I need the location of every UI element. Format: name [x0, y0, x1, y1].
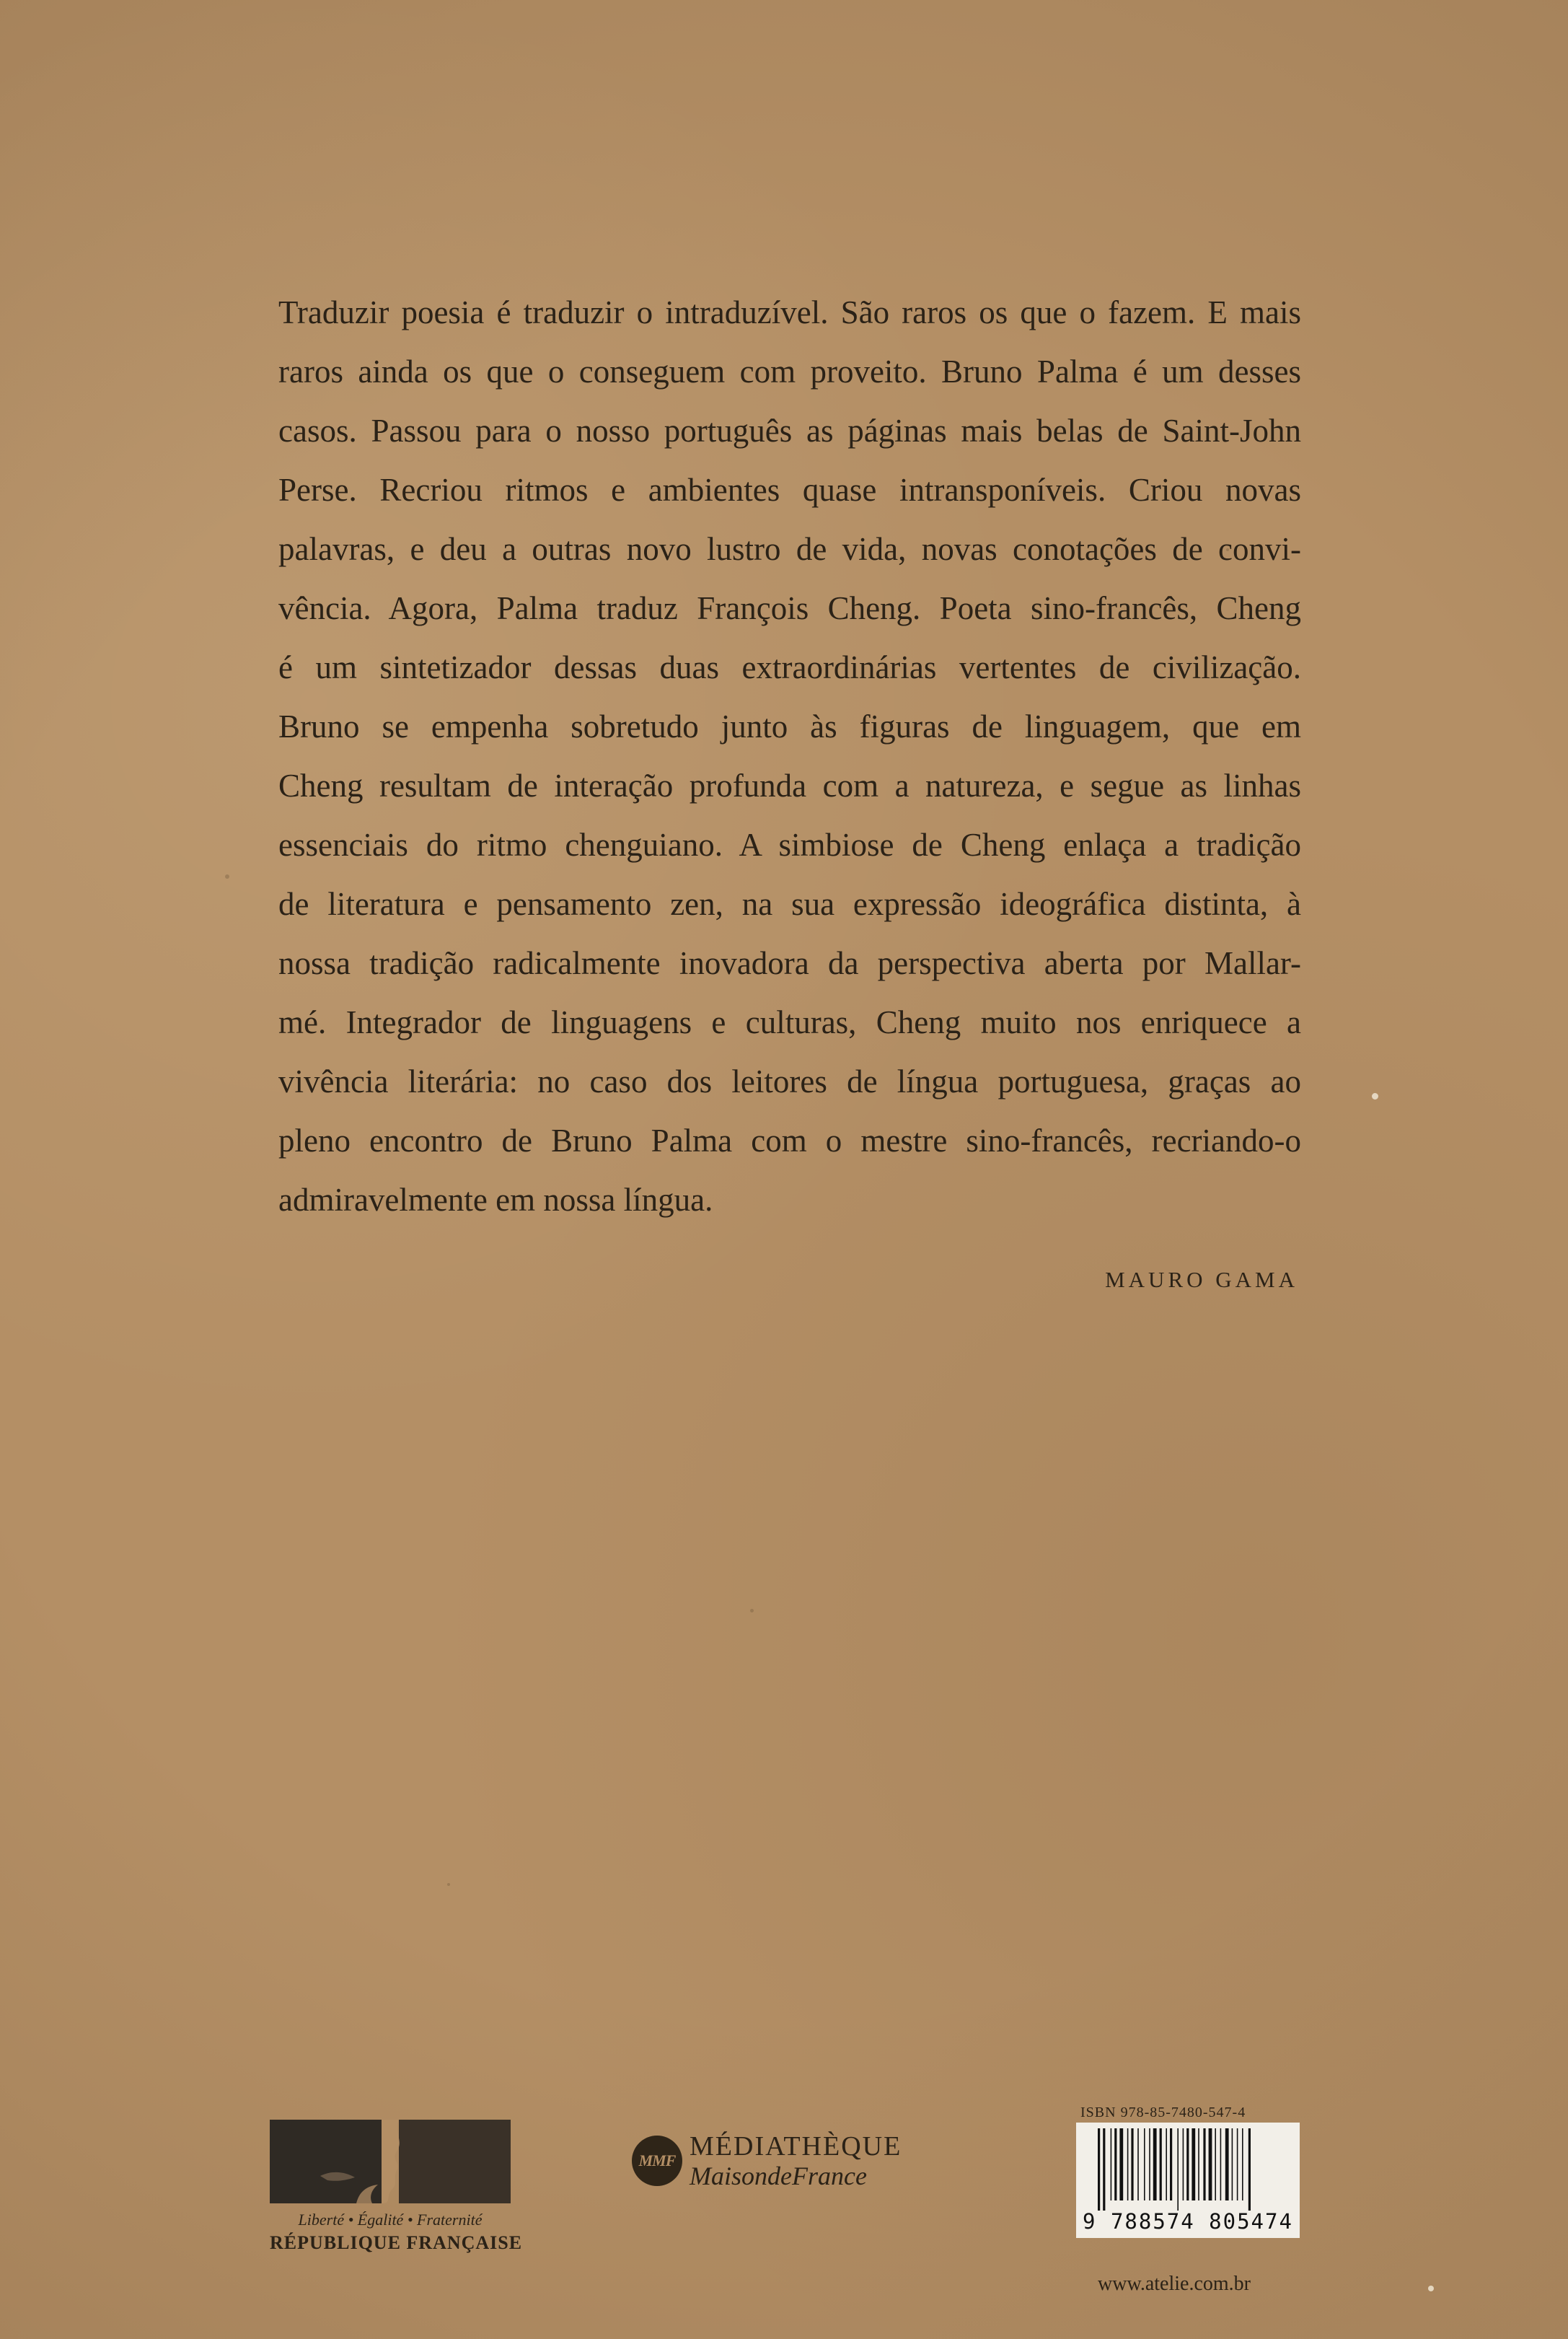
republique-francaise-logo — [270, 2120, 523, 2254]
blurb-line: Bruno se empenha sobretudo junto às figuras de linguagem, que em — [278, 708, 1301, 745]
blurb-line: vivência literária: no caso dos leitores de língua portuguesa, graças ao — [278, 1063, 1301, 1100]
barcode-bar — [1225, 2128, 1229, 2200]
marianne-profile-icon — [270, 2120, 511, 2203]
barcode-bar — [1215, 2128, 1216, 2200]
barcode-bar — [1237, 2128, 1238, 2200]
barcode-bar — [1127, 2128, 1129, 2200]
barcode-bar — [1170, 2128, 1172, 2200]
blurb-line: casos. Passou para o nosso português as páginas mais belas de Saint-John — [278, 413, 1301, 449]
barcode-bar — [1160, 2128, 1162, 2200]
barcode-bar — [1198, 2128, 1199, 2200]
blurb-line: vência. Agora, Palma traduz François Cheng. Poeta sino-francês, Cheng — [278, 590, 1301, 626]
paper-speck — [1372, 1093, 1378, 1100]
republique-motto: Liberté • Égalité • Fraternité — [298, 2211, 483, 2229]
barcode-bars — [1076, 2123, 1300, 2211]
barcode-bar — [1119, 2128, 1123, 2200]
republique-name: RÉPUBLIQUE FRANÇAISE — [270, 2232, 523, 2253]
barcode-bar — [1114, 2128, 1116, 2200]
blurb-line: admiravelmente em nossa língua. — [278, 1182, 713, 1218]
barcode-bar — [1098, 2128, 1100, 2211]
barcode-bar — [1177, 2128, 1179, 2211]
barcode-bar — [1153, 2128, 1157, 2200]
mediatheque-subtitle: MaisondeFrance — [690, 2162, 867, 2190]
barcode-bar — [1203, 2128, 1205, 2200]
blurb-line: nossa tradição radicalmente inovadora da perspectiva aberta por Mallar- — [278, 945, 1301, 981]
paper-speck — [750, 1609, 754, 1612]
barcode-bar — [1166, 2128, 1167, 2200]
blurb-line: Perse. Recriou ritmos e ambientes quase intransponíveis. Criou novas — [278, 472, 1301, 508]
paper-speck — [1428, 2286, 1434, 2291]
paper-speck — [447, 1883, 450, 1886]
barcode-digits: 9 788574 805474 — [1083, 2209, 1293, 2234]
blurb-line: palavras, e deu a outras novo lustro de vida, novas conotações de convi- — [278, 531, 1301, 567]
barcode-bar — [1248, 2128, 1251, 2211]
blurb-line: raros ainda os que o conseguem com proveito. Bruno Palma é um desses — [278, 354, 1301, 390]
blurb-line: Traduzir poesia é traduzir o intraduzível. São raros os que o fazem. E mais — [278, 294, 1301, 330]
blurb-line: mé. Integrador de linguagens e culturas, Cheng muito nos enriquece a — [278, 1004, 1301, 1040]
barcode-bar — [1103, 2128, 1105, 2211]
barcode-bar — [1183, 2128, 1184, 2200]
isbn-label: ISBN 978-85-7480-547-4 — [1080, 2105, 1246, 2120]
barcode-bar — [1111, 2128, 1112, 2200]
mmf-emblem-icon: MMF — [632, 2136, 682, 2186]
blurb-line: pleno encontro de Bruno Palma com o mestre sino-francês, recriando-o — [278, 1123, 1301, 1159]
blurb-text — [278, 283, 1301, 1229]
paper-speck — [225, 874, 229, 879]
barcode-bar — [1144, 2128, 1145, 2200]
barcode-bar — [1186, 2128, 1189, 2200]
mediatheque-title: MÉDIATHÈQUE — [690, 2131, 902, 2162]
blurb-line: de literatura e pensamento zen, na sua expressão ideográfica distinta, à — [278, 886, 1301, 922]
barcode-bar — [1232, 2128, 1233, 2200]
blurb-author: MAURO GAMA — [1105, 1267, 1298, 1292]
barcode-bar — [1192, 2128, 1195, 2200]
blurb-line: Cheng resultam de interação profunda com a natureza, e segue as linhas — [278, 768, 1301, 804]
barcode-bar — [1149, 2128, 1150, 2200]
barcode-bar — [1137, 2128, 1139, 2200]
barcode-bar — [1209, 2128, 1212, 2200]
blurb-line: é um sintetizador dessas duas extraordinárias vertentes de civilização. — [278, 649, 1301, 685]
blurb-line: essenciais do ritmo chenguiano. A simbiose de Cheng enlaça a tradição — [278, 827, 1301, 863]
isbn-barcode — [1076, 2102, 1300, 2238]
barcode-bar — [1220, 2128, 1222, 2200]
mediatheque-logo — [632, 2128, 902, 2193]
barcode-bar — [1131, 2128, 1133, 2200]
mediatheque-wordmark — [690, 2133, 902, 2189]
barcode-box — [1076, 2123, 1300, 2238]
publisher-website: www.atelie.com.br — [1098, 2273, 1251, 2295]
barcode-bar — [1242, 2128, 1243, 2200]
